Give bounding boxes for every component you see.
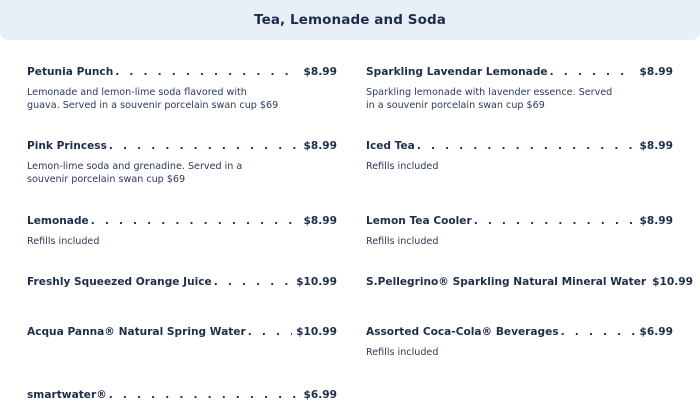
menu-item	[366, 140, 673, 173]
item-price: $8.99	[639, 66, 673, 78]
menu-item	[27, 66, 337, 112]
leader-dots	[115, 66, 299, 78]
item-price: $8.99	[303, 140, 337, 152]
item-name: Freshly Squeezed Orange Juice	[27, 276, 212, 288]
item-price: $8.99	[303, 215, 337, 227]
menu-item	[366, 215, 673, 248]
item-description: Refills included	[366, 347, 439, 358]
section-title: Tea, Lemonade and Soda	[254, 12, 446, 28]
item-description: Sparkling lemonade with lavender essence. Served in a souvenir porcelain swan cup $69	[366, 87, 613, 111]
menu-item	[366, 66, 673, 112]
leader-dots	[417, 140, 636, 152]
item-name: Assorted Coca-Cola® Beverages	[366, 326, 559, 338]
item-price: $8.99	[639, 140, 673, 152]
leader-dots	[561, 326, 636, 338]
leader-dots	[109, 140, 300, 152]
item-name: Lemon Tea Cooler	[366, 215, 472, 227]
item-description: Refills included	[27, 236, 100, 247]
menu-item	[27, 389, 337, 405]
item-name: Lemonade	[27, 215, 89, 227]
leader-dots	[91, 215, 300, 227]
item-name: S.Pellegrino® Sparkling Natural Mineral Water	[366, 276, 647, 288]
menu-item	[27, 215, 337, 248]
leader-dots	[214, 276, 292, 288]
item-description: Lemon-lime soda and grenadine. Served in a souvenir porcelain swan cup $69	[27, 161, 243, 185]
leader-dots	[248, 326, 292, 338]
leader-dots	[474, 215, 636, 227]
leader-dots	[550, 66, 636, 78]
item-description: Refills included	[366, 236, 439, 247]
item-name: Acqua Panna® Natural Spring Water	[27, 326, 246, 338]
menu-item	[27, 326, 337, 342]
item-name: Sparkling Lavendar Lemonade	[366, 66, 548, 78]
menu-item	[27, 140, 337, 186]
item-price: $8.99	[303, 66, 337, 78]
menu-item	[27, 276, 337, 292]
leader-dots	[109, 389, 300, 401]
item-description: Refills included	[366, 161, 439, 172]
item-price: $10.99	[296, 276, 337, 288]
item-price: $10.99	[652, 276, 694, 288]
item-name: smartwater®	[27, 389, 107, 401]
menu-item	[366, 326, 673, 359]
item-name: Pink Princess	[27, 140, 107, 152]
item-name: Iced Tea	[366, 140, 415, 152]
item-price: $6.99	[303, 389, 337, 401]
item-price: $8.99	[639, 215, 673, 227]
item-price: $6.99	[639, 326, 673, 338]
item-price: $10.99	[296, 326, 337, 338]
menu-item	[366, 276, 694, 292]
item-description: Lemonade and lemon-lime soda flavored with guava. Served in a souvenir porcelain swan cup $69	[27, 87, 279, 111]
item-name: Petunia Punch	[27, 66, 114, 78]
section-header	[0, 0, 700, 40]
